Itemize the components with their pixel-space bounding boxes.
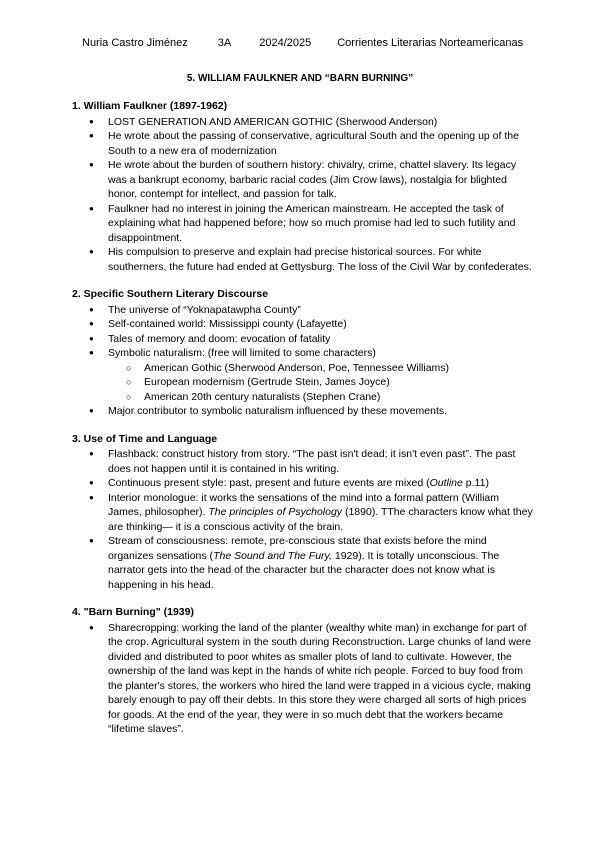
bullet-list <box>72 621 534 737</box>
list-item <box>72 534 534 592</box>
course-name: Corrientes Literarias Norteamericanas <box>337 37 524 49</box>
italic-title: The principles of Psychology <box>208 506 343 518</box>
section-heading: 4. "Barn Burning" (1939) <box>72 606 194 618</box>
list-item: ● His compulsion to preserve and explain had precise historical sources. For white southerners, the future had ended at Gettysburg. The loss of the Civil War by confederates. <box>72 245 534 274</box>
text-run: Interior monologue: it works the sensations of the mind into a formal pattern (William James, philosopher). <box>108 491 500 518</box>
text-run: (1890). TThe characters know what they are thinking— it is a conscious activity of the brain. <box>108 506 533 533</box>
list-item: ● Flashback: construct history from story. “The past isn't dead; it isn't even past”. The past does not happen until it is contained in his writing. <box>72 447 534 476</box>
section-time-language <box>72 432 534 593</box>
academic-year: 2024/2025 <box>259 37 312 49</box>
sub-list-item: ○ American Gothic (Sherwood Anderson, Poe, Tennessee Williams) <box>72 361 534 376</box>
list-item: ● Symbolic naturalism: (free will limited to some characters) <box>72 346 534 361</box>
section-heading: 3. Use of Time and Language <box>72 432 218 445</box>
sub-list-item: ○ European modernism (Gertrude Stein, James Joyce) <box>72 375 534 390</box>
list-item: ● Self-contained world: Mississippi county (Lafayette) <box>72 317 534 332</box>
bullet-list <box>72 303 534 419</box>
list-item <box>72 491 534 535</box>
list-item <box>72 476 534 491</box>
italic-title: The Sound and The Fury, <box>213 549 332 562</box>
text-run: Stream of consciousness: remote, pre-conscious state that exists before the mind organizes sensations ( <box>108 535 487 562</box>
section-heading: 2. Specific Southern Literary Discourse <box>72 288 269 300</box>
section-heading: 1. William Faulkner (1897-1962) <box>72 100 228 112</box>
author-name: Nuria Castro Jiménez <box>82 37 188 49</box>
list-item: ● He wrote about the burden of southern history: chivalry, crime, chattel slavery. Its legacy was a bankrupt economy, barbaric racial codes (Jim Crow laws), nostalgia for blighted honor, contempt for intellect, and passion for talk. <box>72 158 534 202</box>
section-barn-burning <box>72 605 534 737</box>
sub-list-item: ○ American 20th century naturalists (Stephen Crane) <box>72 390 534 405</box>
text-run: Continuous present style: past, present and future events are mixed ( <box>108 477 430 489</box>
list-item: ● LOST GENERATION AND AMERICAN GOTHIC (Sherwood Anderson) <box>72 115 534 130</box>
list-item: ● He wrote about the passing of conservative, agricultural South and the opening up of the South to a new era of modernization <box>72 129 534 158</box>
bullet-list <box>72 447 534 592</box>
group-label: 3A <box>217 37 232 49</box>
document-body <box>72 99 534 750</box>
list-item: ● Sharecropping: working the land of the planter (wealthy white man) in exchange for part of the crop. Agricultural system in the south during Reconstruction. Large chunks of land were divided and distributed to poor whites as smaller plots of land to cultivate. However, the ownership of the land was kept in the hands of white rich people. Forced to buy food from the planter's stores, the workers who hired the land were trapped in a vicious cycle, making barely enough to pay off their debts. In this store they were charged all sorts of high prices for goods. At the end of the year, they were in so much debt that the workers became “lifetime slaves”. <box>72 621 534 737</box>
bullet-list <box>72 115 534 275</box>
list-item: ● The universe of “Yoknapatawpha County” <box>72 303 534 318</box>
section-faulkner <box>72 99 534 274</box>
page-header <box>82 37 523 49</box>
document-title: 5. WILLIAM FAULKNER AND “BARN BURNING” <box>186 73 414 84</box>
list-item: ● Major contributor to symbolic naturalism influenced by these movements. <box>72 404 534 419</box>
list-item: ● Tales of memory and doom: evocation of fatality <box>72 332 534 347</box>
italic-title: Outline <box>429 477 463 489</box>
list-item: ● Faulkner had no interest in joining the American mainstream. He accepted the task of explaining what had happened before; how so much promise had led to such futility and disappointment. <box>72 202 534 246</box>
section-southern-discourse <box>72 287 534 419</box>
text-run: p.11) <box>462 477 489 489</box>
text-run: 1929). It is totally unconscious. The narrator gets into the head of the character but the character does not know what is happening in his head. <box>108 549 500 591</box>
